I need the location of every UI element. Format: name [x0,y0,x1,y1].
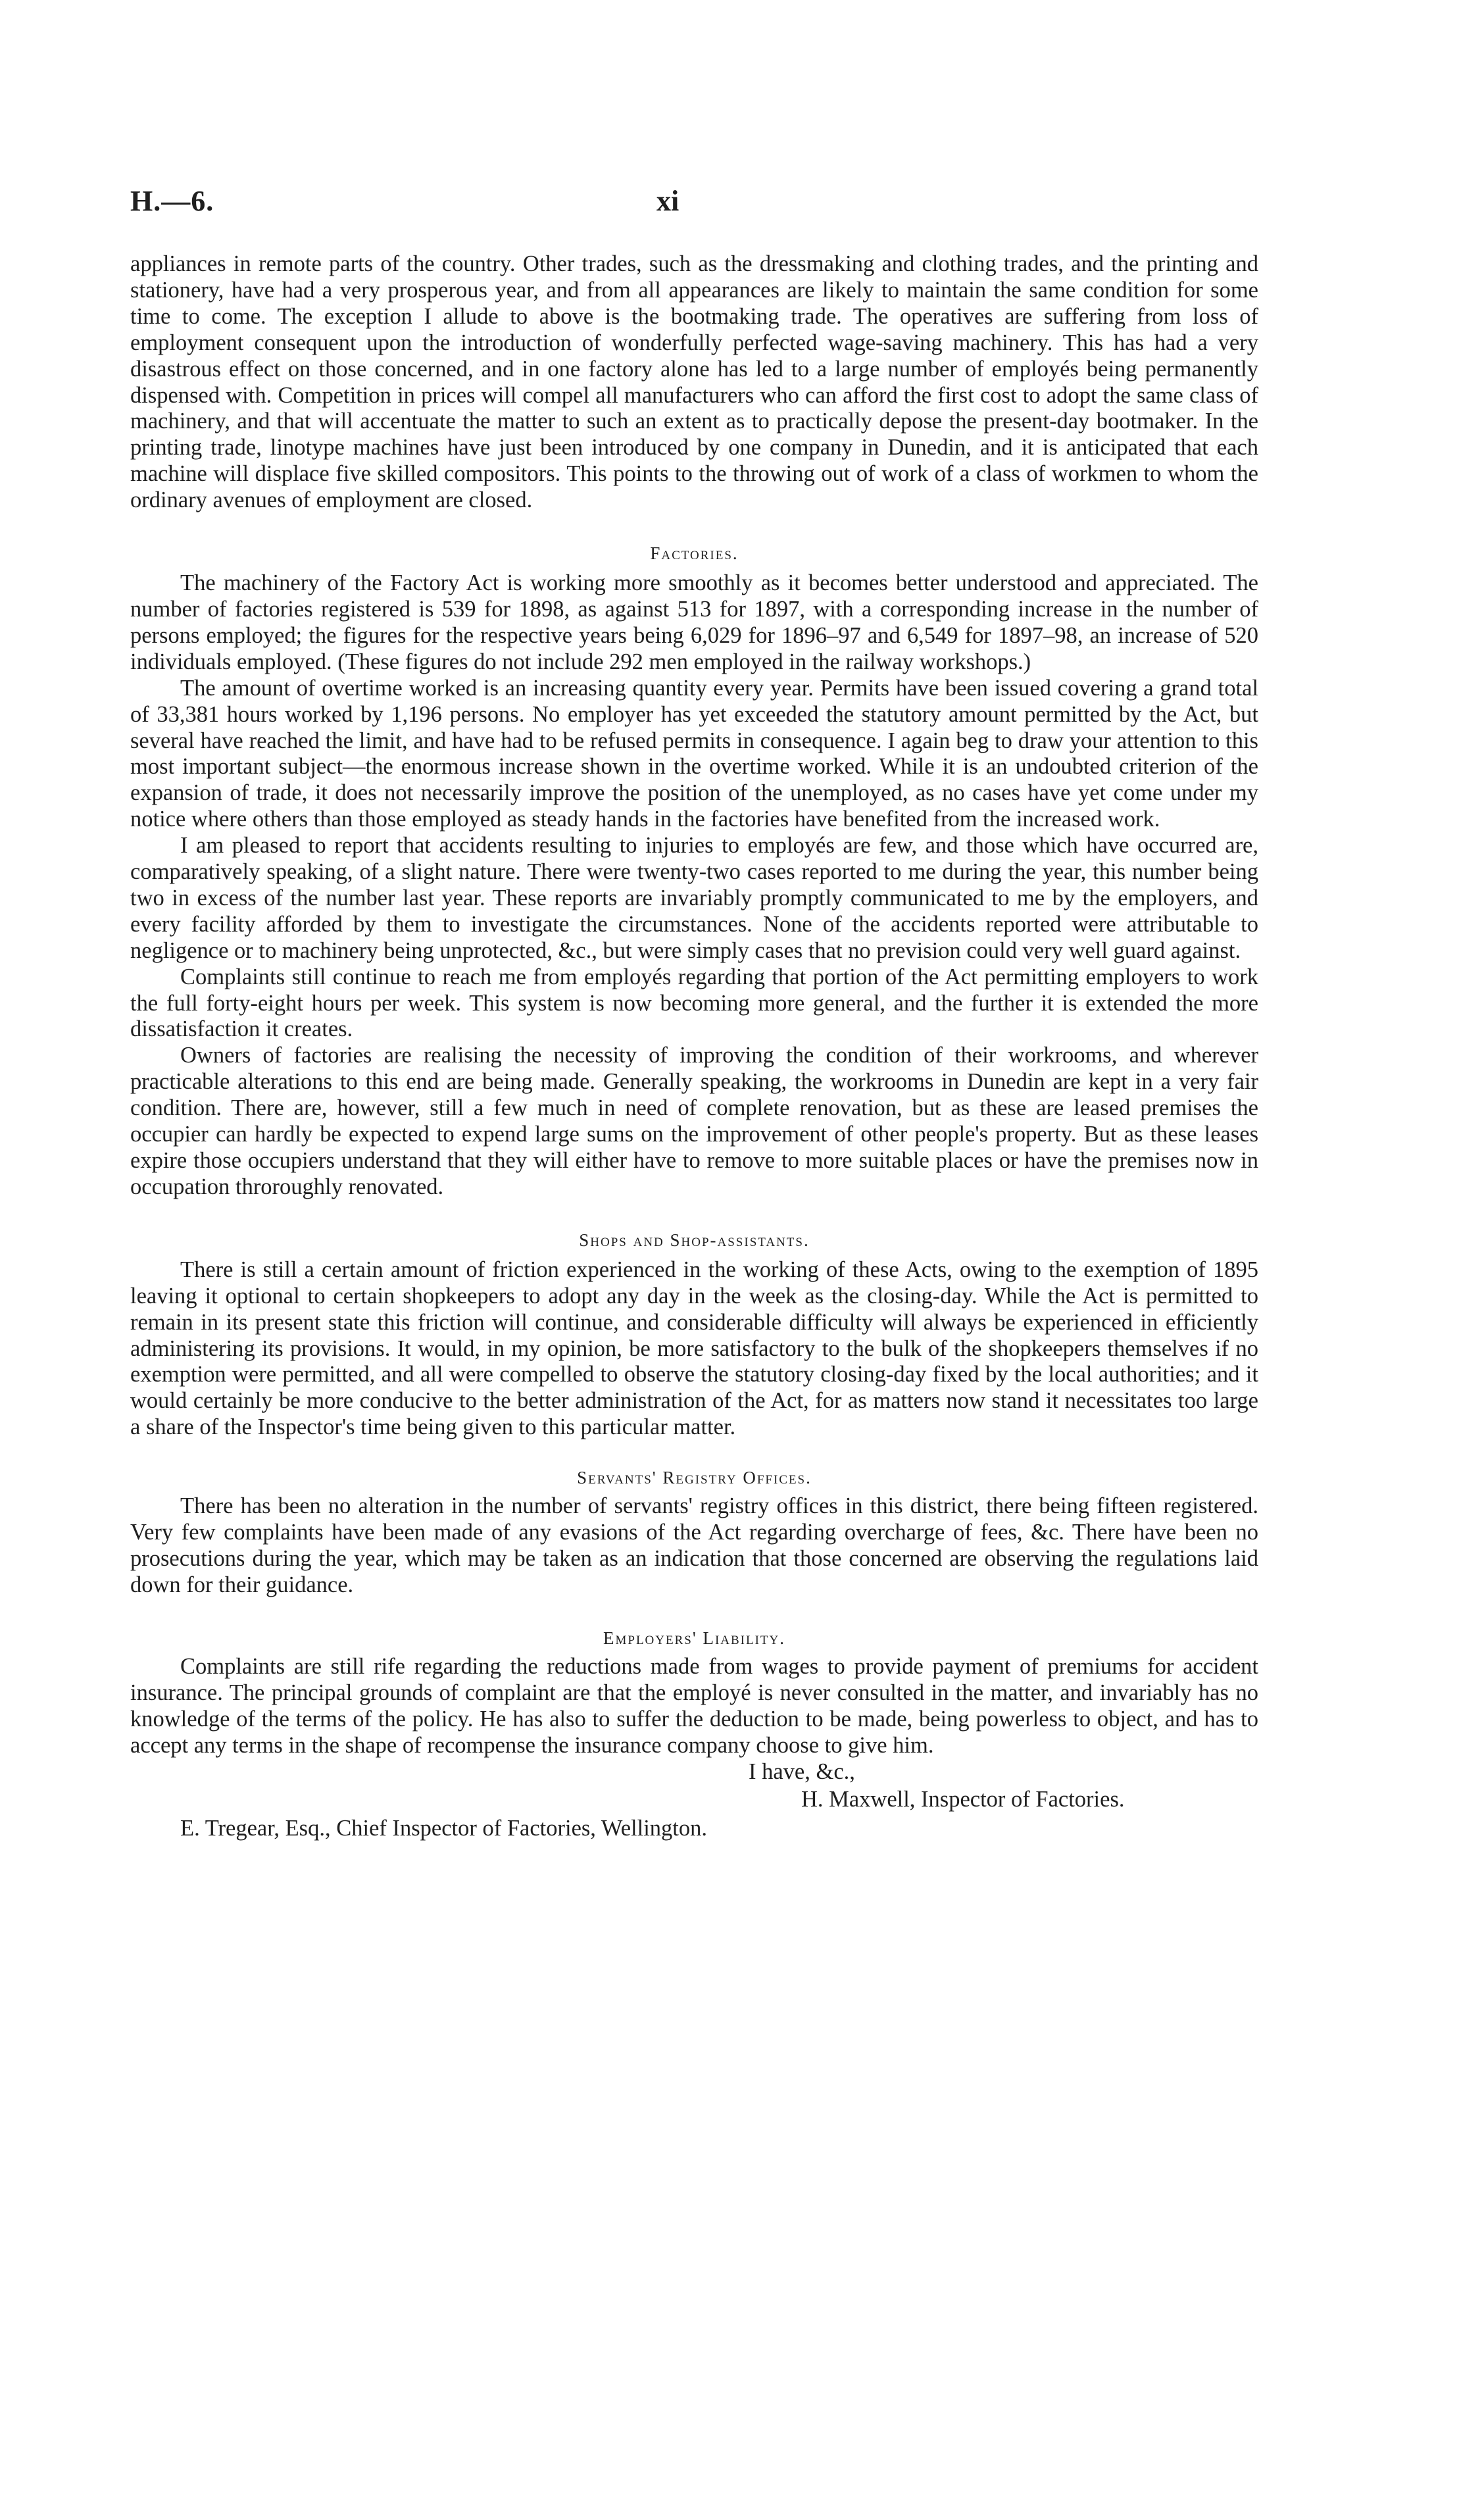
factories-paragraph-3: I am pleased to report that accidents resulting to injuries to employés are few, and those which have occurred are, comparatively speaking, of a slight nature. There were twenty-two cases reported to me during the year, this number being two in excess of the number last year. These reports are invariably promptly communicated to me by the employers, and every facility afforded by them to investigate the circumstances. None of the accidents reported were attributable to negligence or to machinery being unprotected, &c., but were simply cases that no prevision could very well guard against. [130,833,1258,963]
page-header [130,184,1258,243]
factories-paragraph-2: The amount of overtime worked is an increasing quantity every year. Permits have been issued covering a grand total of 33,381 hours worked by 1,196 persons. No employer has yet exceeded the statutory amount permitted by the Act, but several have reached the limit, and have had to be refused permits in consequence. I again beg to draw your attention to this most important subject—the enormous increase shown in the overtime worked. While it is an undoubted criterion of the expansion of trade, it does not necessarily improve the position of the unemployed, as no cases have yet come under my notice where others than those employed as steady hands in the factories have benefited from the increased work. [130,675,1258,832]
addressee-line: E. Tregear, Esq., Chief Inspector of Factories, Wellington. [180,1816,708,1841]
factories-paragraph-4: Complaints still continue to reach me from employés regarding that portion of the Act permitting employers to work the full forty-eight hours per week. This system is now becoming more general, and the further it is extended the more dissatisfaction it creates. [130,964,1258,1042]
signoff-block [130,1758,1258,1866]
closing-line: I have, &c., [749,1759,855,1785]
factories-paragraph-1: The machinery of the Factory Act is working more smoothly as it becomes better understood and appreciated. The number of factories registered is 539 for 1898, as against 513 for 1897, with a corresponding increase in the number of persons employed; the figures for the respective years being 6,029 for 1896–97 and 6,549 for 1897–98, an increase of 520 individuals employed. (These figures do not include 292 men employed in the railway workshops.) [130,570,1258,674]
shops-heading: Shops and Shop-assistants. [579,1230,810,1250]
document-page [130,184,1258,1866]
registry-heading: Servants' Registry Offices. [577,1468,812,1488]
document-reference: H.—6. [130,185,214,217]
signature-line: H. Maxwell, Inspector of Factories. [801,1787,1125,1812]
registry-paragraph-1: There has been no alteration in the number of servants' registry offices in this district, there being fifteen registered. Very few complaints have been made of any evasions of the Act regarding overcharge of fees, &c. There have been no prosecutions during the year, which may be taken as an indication that those concerned are observing the regulations laid down for their guidance. [130,1493,1258,1597]
liability-paragraph-1: Complaints are still rife regarding the reductions made from wages to provide payment of premiums for accident insurance. The principal grounds of complaint are that the employé is never consulted in the matter, and invariably has no knowledge of the terms of the policy. He has also to suffer the deduction to be made, being powerless to object, and has to accept any terms in the shape of recompense the insurance company choose to give him. [130,1653,1258,1758]
intro-paragraph: appliances in remote parts of the country. Other trades, such as the dressmaking and clothing trades, and the printing and stationery, have had a very prosperous year, and from all appearances are likely to maintain the same condition for some time to come. The exception I allude to above is the bootmaking trade. The operatives are suffering from loss of employment consequent upon the introduction of wonderfully perfected wage-saving machinery. This has had a very disastrous effect on those concerned, and in one factory alone has led to a large number of employés being permanently dispensed with. Competition in prices will compel all manufacturers who can afford the first cost to adopt the same class of machinery, and that will accentuate the matter to such an extent as to practically depose the present-day bootmaker. In the printing trade, linotype machines have just been introduced by one company in Dunedin, and it is anticipated that each machine will displace five skilled compositors. This points to the throwing out of work of a class of workmen to whom the ordinary avenues of employment are closed. [130,251,1258,513]
factories-heading: Factories. [650,543,739,564]
page-number: xi [656,185,680,217]
liability-heading: Employers' Liability. [603,1628,785,1648]
factories-paragraph-5: Owners of factories are realising the necessity of improving the condition of their workrooms, and wherever practicable alterations to this end are being made. Generally speaking, the workrooms in Dunedin are kept in a very fair condition. There are, however, still a few much in need of complete renovation, but as these are leased premises the occupier can hardly be expected to expend large sums on the improvement of other people's property. But as these leases expire those occupiers understand that they will either have to remove to more suitable places or have the premises now in occupation throroughly renovated. [130,1043,1258,1199]
shops-paragraph-1: There is still a certain amount of friction experienced in the working of these Acts, owing to the exemption of 1895 leaving it optional to certain shopkeepers to adopt any day in the week as the closing-day. While the Act is permitted to remain in its present state this friction will continue, and considerable difficulty will always be experienced in efficiently administering its provisions. It would, in my opinion, be more satisfactory to the bulk of the shopkeepers themselves if no exemption were permitted, and all were compelled to observe the statutory closing-day fixed by the local authorities; and it would certainly be more conducive to the better administration of the Act, for as matters now stand it necessitates too large a share of the Inspector's time being given to this particular matter. [130,1257,1258,1440]
